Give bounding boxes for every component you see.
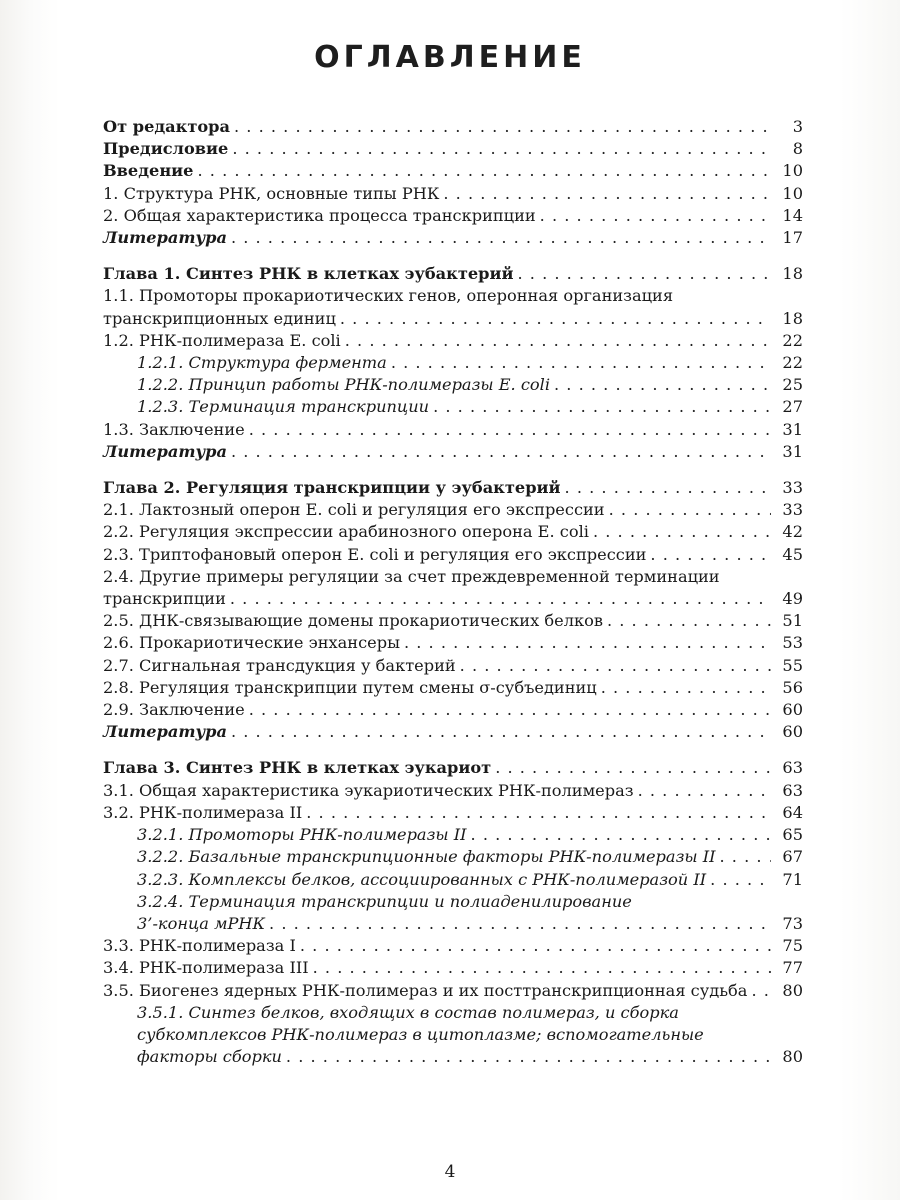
toc-entry-title: 2. Общая характеристика процесса транскрипции — [103, 205, 536, 225]
dot-leader — [751, 980, 771, 1002]
toc-entry-title: 2.6. Прокариотические энхансеры — [103, 633, 400, 653]
toc-entry-title: Литература — [103, 441, 227, 461]
toc-entry-title: 3.2. РНК-полимераза II — [103, 802, 303, 822]
dot-leader — [197, 160, 771, 182]
toc-entry — [103, 980, 803, 1002]
toc-entry-page: 31 — [782, 419, 803, 439]
toc-entry-page: 10 — [782, 183, 803, 203]
toc-entry-title: транскрипционных единиц — [103, 308, 336, 328]
toc-entry — [103, 116, 803, 138]
toc-entry — [103, 699, 803, 721]
toc-entry-page: 51 — [782, 611, 803, 631]
toc-entry — [103, 869, 803, 891]
toc-entry-page: 14 — [782, 205, 803, 225]
toc-entry-page: 80 — [782, 1047, 803, 1067]
dot-leader — [249, 419, 771, 441]
dot-leader — [345, 330, 771, 352]
toc-entry-page: 42 — [782, 522, 803, 542]
toc-entry-title: 3.1. Общая характеристика эукариотических РНК-полимераз — [103, 780, 634, 800]
dot-leader — [300, 935, 771, 957]
toc-entry-title: 2.5. ДНК-связывающие домены прокариотических белков — [103, 611, 603, 631]
toc-entry — [103, 477, 803, 499]
toc-entry-page: 65 — [782, 825, 803, 845]
toc-entry — [103, 1002, 803, 1069]
toc-entry — [103, 824, 803, 846]
toc-entry — [103, 544, 803, 566]
toc-entry-title: 3.5. Биогенез ядерных РНК-полимераз и их посттранскрипционная судьба — [103, 980, 748, 1000]
dot-leader — [391, 352, 771, 374]
toc-entry-page: 33 — [782, 478, 803, 498]
toc-entry-title: Глава 3. Синтез РНК в клетках эукариот — [103, 758, 492, 778]
toc-entry-title: транскрипции — [103, 589, 226, 609]
toc-entry-title: От редактора — [103, 117, 230, 136]
toc-entry-page: 8 — [792, 139, 803, 159]
dot-leader — [471, 824, 771, 846]
toc-entry-page: 77 — [782, 958, 803, 978]
dot-leader — [554, 374, 771, 396]
toc-entry — [103, 521, 803, 543]
toc-entry-title: 1.2.2. Принцип работы РНК-полимеразы E. coli — [137, 375, 551, 395]
dot-leader — [404, 632, 771, 654]
toc-entry — [103, 227, 803, 249]
toc-entry — [103, 632, 803, 654]
toc-entry-page: 49 — [782, 589, 803, 609]
toc-entry — [103, 780, 803, 802]
toc-entry-page: 55 — [782, 655, 803, 675]
toc-entry-title: Литература — [103, 722, 227, 742]
toc-entry-title: 2.1. Лактозный оперон E. coli и регуляция его экспрессии — [103, 500, 605, 520]
dot-leader — [286, 1046, 771, 1068]
toc-entry — [103, 721, 803, 743]
dot-leader — [269, 913, 771, 935]
dot-leader — [601, 677, 771, 699]
dot-leader — [231, 441, 771, 463]
toc-entry-title: 2.9. Заключение — [103, 700, 245, 720]
toc-entry-page: 64 — [782, 802, 803, 822]
toc-entry — [103, 441, 803, 463]
toc-entry-page: 63 — [782, 758, 803, 778]
toc-entry — [103, 374, 803, 396]
toc-entry-page: 3 — [792, 117, 803, 136]
toc-entry-page: 73 — [782, 913, 803, 933]
dot-leader — [607, 610, 771, 632]
dot-leader — [231, 721, 771, 743]
toc-entry-page: 67 — [782, 847, 803, 867]
toc-entry-page: 63 — [782, 780, 803, 800]
toc-entry-title: 2.2. Регуляция экспрессии арабинозного оперона E. coli — [103, 522, 589, 542]
dot-leader — [230, 588, 771, 610]
toc-entry — [103, 757, 803, 779]
toc-entry — [103, 935, 803, 957]
toc-entry-title-line: 1.1. Промоторы прокариотических генов, оперонная организация — [103, 286, 674, 306]
toc-entry-page: 75 — [782, 936, 803, 956]
toc-entry — [103, 330, 803, 352]
dot-leader — [495, 757, 771, 779]
toc-entry-page: 18 — [782, 264, 803, 284]
dot-leader — [593, 521, 771, 543]
toc-entry-title: 1.2.3. Терминация транскрипции — [137, 397, 430, 417]
toc-entry-title: 1.2.1. Структура фермента — [137, 353, 387, 373]
dot-leader — [249, 699, 771, 721]
toc-entry-page: 71 — [782, 869, 803, 889]
toc-entry-page: 60 — [782, 700, 803, 720]
toc-entry — [103, 566, 803, 610]
toc-entry — [103, 419, 803, 441]
toc-entry-title-line: 3.5.1. Синтез белков, входящих в состав полимераз, и сборка — [137, 1002, 679, 1022]
toc-entry-title: 3.3. РНК-полимераза I — [103, 936, 296, 956]
toc-entry — [103, 263, 803, 285]
toc-entry-title-line: 3.2.4. Терминация транскрипции и полиаденилирование — [137, 891, 632, 911]
dot-leader — [232, 138, 771, 160]
toc-entry-page: 60 — [782, 722, 803, 742]
toc-entry-page: 27 — [782, 397, 803, 417]
dot-leader — [710, 869, 771, 891]
dot-leader — [313, 957, 771, 979]
toc-entry-title: факторы сборки — [137, 1047, 282, 1067]
page-title: ОГЛАВЛЕНИЕ — [314, 40, 586, 75]
dot-leader — [231, 227, 771, 249]
toc-entry — [103, 138, 803, 160]
toc-entry — [103, 802, 803, 824]
toc-entry-title: 2.7. Сигнальная трансдукция у бактерий — [103, 655, 456, 675]
toc-entry-title: 3’-конца мРНК — [137, 913, 266, 933]
dot-leader — [433, 396, 771, 418]
page-number: 4 — [444, 1162, 456, 1182]
dot-leader — [540, 205, 771, 227]
toc-entry — [103, 499, 803, 521]
toc-entry-page: 80 — [782, 980, 803, 1000]
toc-entry-page: 45 — [782, 544, 803, 564]
toc-entry-title: Предисловие — [103, 139, 229, 159]
toc-entry-page: 56 — [782, 677, 803, 697]
dot-leader — [234, 116, 771, 138]
toc-entry-title-line: субкомплексов РНК-полимераз в цитоплазме; вспомогательные — [137, 1024, 704, 1044]
toc-entry — [103, 677, 803, 699]
dot-leader — [460, 655, 771, 677]
toc-entry — [103, 205, 803, 227]
toc-entry-page: 18 — [782, 308, 803, 328]
toc-entry-title: 3.2.2. Базальные транскрипционные факторы РНК-полимеразы II — [137, 847, 716, 867]
dot-leader — [650, 544, 771, 566]
toc-entry-title-line: 2.4. Другие примеры регуляции за счет преждевременной терминации — [103, 566, 720, 586]
toc-entry-title: 2.8. Регуляция транскрипции путем смены σ-субъединиц — [103, 677, 597, 697]
toc-entry — [103, 352, 803, 374]
toc-entry-title: 1.2. РНК-полимераза E. coli — [103, 330, 341, 350]
toc-entry-page: 53 — [782, 633, 803, 653]
table-of-contents — [103, 116, 803, 1068]
dot-leader — [443, 183, 771, 205]
toc-entry-title: 2.3. Триптофановый оперон E. coli и регуляция его экспрессии — [103, 544, 647, 564]
dot-leader — [720, 846, 771, 868]
dot-leader — [609, 499, 771, 521]
toc-entry-title: 3.4. РНК-полимераза III — [103, 958, 309, 978]
toc-entry — [103, 160, 803, 182]
dot-leader — [565, 477, 771, 499]
toc-entry-title: 3.2.1. Промоторы РНК-полимеразы II — [137, 825, 467, 845]
dot-leader — [638, 780, 771, 802]
dot-leader — [340, 308, 771, 330]
toc-entry-title: 3.2.3. Комплексы белков, ассоциированных с РНК-полимеразой II — [137, 869, 707, 889]
toc-entry-title: 1. Структура РНК, основные типы РНК — [103, 183, 440, 203]
toc-entry — [103, 610, 803, 632]
toc-entry-title: 1.3. Заключение — [103, 419, 245, 439]
toc-entry-title: Введение — [103, 161, 194, 181]
toc-entry — [103, 957, 803, 979]
toc-entry — [103, 183, 803, 205]
toc-entry — [103, 846, 803, 868]
toc-entry-title: Глава 2. Регуляция транскрипции у эубактерий — [103, 478, 561, 498]
toc-entry-title: Литература — [103, 228, 227, 248]
toc-entry-page: 17 — [782, 228, 803, 248]
toc-entry-page: 10 — [782, 161, 803, 181]
dot-leader — [306, 802, 771, 824]
toc-entry-title: Глава 1. Синтез РНК в клетках эубактерий — [103, 264, 514, 284]
toc-entry-page: 22 — [782, 330, 803, 350]
toc-entry — [103, 285, 803, 329]
toc-entry-page: 33 — [782, 500, 803, 520]
toc-entry-page: 31 — [782, 441, 803, 461]
dot-leader — [517, 263, 771, 285]
toc-entry-page: 22 — [782, 353, 803, 373]
toc-entry — [103, 655, 803, 677]
toc-entry — [103, 396, 803, 418]
toc-entry-page: 25 — [782, 375, 803, 395]
toc-entry — [103, 891, 803, 935]
